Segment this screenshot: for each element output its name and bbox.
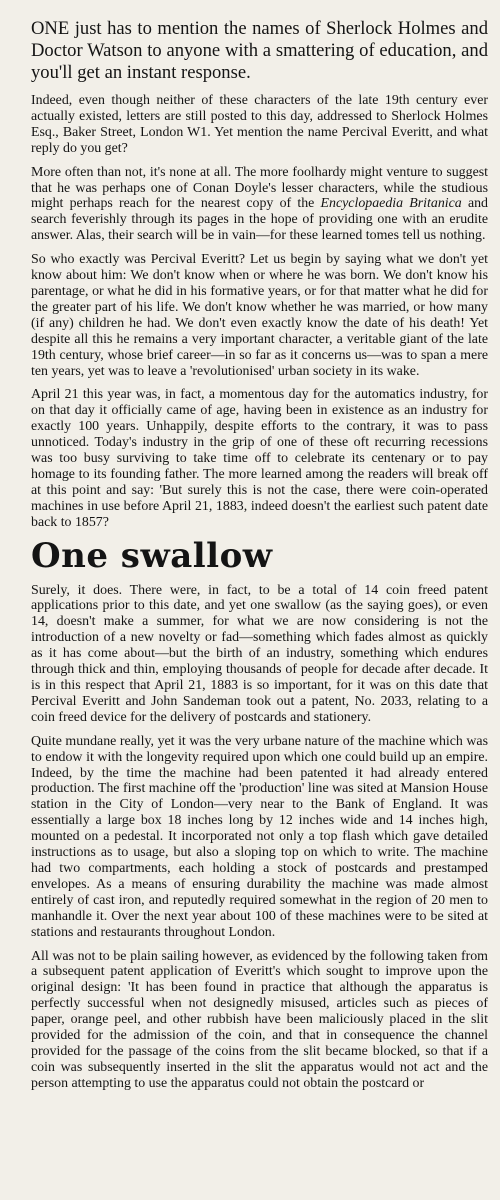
paragraph-3: So who exactly was Percival Everitt? Let us begin by saying what we don't yet know about him: We don't know when or where he was born. We don't know his parentage, or what he did in his formative years, or for that matter what he did for the greater part of his life. We don't know whether he was married, or how many (if any) children he had. We don't even exactly know the date of his death! Yet despite all this he remains a very important character, a veritable giant of the late 19th century, whose brief career—in so far as it concerns us—was to span a mere ten years, yet was to leave a 'revolutionised' urban society in its wake. — [31, 252, 488, 379]
paragraph-2 — [31, 165, 488, 245]
paragraph-2-text-b: and search feverishly through its pages in the hope of providing one with an erudite answer. Alas, their search will be in vain—for these learned tomes tell us nothing. — [31, 196, 489, 244]
encyclopaedia-title: Encyclopaedia Britanica — [320, 196, 462, 212]
paragraph-5: Surely, it does. There were, in fact, to be a total of 14 coin freed patent applications prior to this date, and yet one swallow (as the saying goes), or even 14, doesn't make a summer, for what we are now considering is not the introduction of a new novelty or fad—something which fades almost as quickly as it has come about—but the birth of an industry, something which endures through thick and thin, employing thousands of people for decade after decade. It is in this respect that April 21, 1883 is so important, for it was on this date that Percival Everitt and John Sandeman took out a patent, No. 2033, relating to a coin freed device for the delivery of postcards and stationery. — [31, 582, 488, 725]
paragraph-1: Indeed, even though neither of these characters of the late 19th century ever actually existed, letters are still posted to this day, addressed to Sherlock Holmes Esq., Baker Street, London W1. Yet mention the name Percival Everitt, and what reply do you get? — [31, 93, 488, 156]
paragraph-2-text-a: More often than not, it's none at all. The more foolhardy might venture to suggest that he was perhaps one of Conan Doyle's lesser characters, while the studious might perhaps reach for the nearest copy of the — [31, 164, 488, 212]
paragraph-4: April 21 this year was, in fact, a momentous day for the automatics industry, for on that day it officially came of age, having been in existence as an industry for exactly 100 years. Unhappily, despite efforts to the contrary, it was to pass unnoticed. Today's industry in the grip of one of these oft recurring recessions was too busy surviving to take time off to celebrate its centenary or to pay homage to its founding father. The more learned among the readers will break off at this point and say: 'But surely this is not the case, there were coin-operated machines in use before April 21, 1883, indeed doesn't the earliest such patent date back to 1857? — [31, 387, 488, 530]
paragraph-6: Quite mundane really, yet it was the very urbane nature of the machine which was to endow it with the longevity required upon which one could build up an empire. Indeed, by the time the machine had been patented it had already entered production. The first machine off the 'production' line was sited at Mansion House station in the City of London—very near to the Bank of England. It was essentially a large box 18 inches long by 12 inches wide and 14 inches high, mounted on a pedestal. It incorporated not only a top flash which gave detailed instructions as to usage, but also a sloping top on which to write. The machine had two compartments, each holding a stock of postcards and prestamped envelopes. As a means of ensuring durability the machine was made almost entirely of cast iron, and reputedly required somewhat in the region of 20 men to manhandle it. Over the next year about 100 of these machines were to be sited at stations and restaurants throughout London. — [31, 733, 489, 940]
lead-paragraph: ONE just has to mention the names of Sherlock Holmes and Doctor Watson to anyone with a smattering of education, and you'll get an instant response. — [31, 18, 488, 83]
section-heading: One swallow — [31, 535, 273, 576]
paragraph-7: All was not to be plain sailing however, as evidenced by the following taken from a subsequent patent application of Everitt's which sought to improve upon the original design: 'It has been found in practice that although the apparatus is perfectly successful when not designedly misused, articles such as pieces of paper, orange peel, and other rubbish have been maliciously placed in the slit provided for the admission of the coin, and that in consequence the channel provided for the passage of the coins from the slit became blocked, so that if a coin was subsequently inserted in the slit the apparatus would not act and the person attempting to use the apparatus could not obtain the postcard or — [31, 948, 488, 1091]
